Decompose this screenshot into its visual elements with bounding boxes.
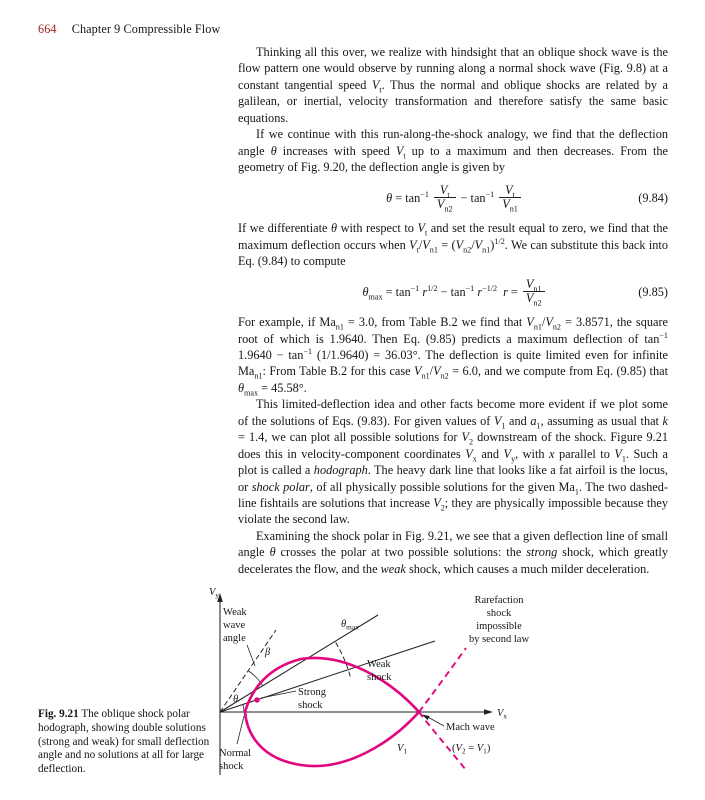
normal-shock-label-line1: Normal (219, 748, 252, 759)
figure-caption-label: Fig. 9.21 (38, 708, 79, 720)
weak-wave-angle-leader (247, 645, 255, 666)
fishtail-dashed-lower (419, 712, 466, 770)
page-header (38, 22, 220, 37)
equation-9-85 (238, 278, 668, 307)
rarefaction-note-line4: by second law (468, 634, 530, 645)
theta-label: θ (233, 694, 239, 705)
vy-axis-label: $V_y$ (209, 587, 220, 600)
equation-number-984: (9.84) (638, 190, 668, 205)
normal-shock-leader (237, 716, 244, 744)
equation-number-985: (9.85) (638, 284, 668, 299)
mach-wave-label: Mach wave (446, 722, 495, 733)
figure-9-21-hodograph (203, 583, 563, 798)
weak-shock-label-line1: Weak (367, 659, 391, 670)
normal-shock-label-line2: shock (219, 761, 244, 772)
eq984-lhs: $\theta = \tan^{-1}$ (386, 189, 429, 205)
fishtail-dashed-upper (419, 648, 466, 712)
paragraph-4: For example, if $Ma_{n1} = 3.0$, from Table B.2 we find that $V_{n1}/V_{n2} = 3.8571$, the square root of which is 1.9640. Then Eq. (9.85) predicts a maximum deflection of $\tan^{-1} 1.9640 - \tan^{-1} (1/1.9640) = 36.03^\circ$. The deflection is quite limited even for infinite $Ma_{n1}$: From Table B.2 for this case $V_{n1}/V_{n2} = 6.0$, and we compute from Eq. (9.85) that $\theta_{max} = 45.58^\circ$. (238, 315, 668, 398)
paragraph-5: This limited-deflection idea and other facts become more evident if we plot some of the solutions of Eqs. (9.83). For given values of $V_1$ and $a_1$, assuming as usual that k = 1.4, we can plot all possible solutions for $V_2$ downstream of the shock. Figure 9.21 does this in velocity-component coordinates $V_x$ and $V_y$, with x parallel to $V_1$. Such a plot is called a hodograph. The heavy dark line that looks like a fat airfoil is the locus, or shock polar, of all physically possible solutions for the given $Ma_1$. The two dashed-line fishtails are solutions that increase $V_2$; they are physically impossible because they violate the second law. (238, 397, 669, 527)
v2-equals-v1-label: $(V_2 = V_1)$ (452, 743, 491, 756)
v1-label: $V_1$ (397, 743, 408, 756)
equation-9-84 (238, 184, 668, 213)
theta-max-label: $\theta_{max}$ (341, 619, 359, 632)
strong-shock-leader (261, 691, 296, 698)
eq985-fraction: $\frac{V_{n1}}{V_{n2}}$ (523, 278, 545, 307)
strong-shock-label-line2: shock (298, 700, 323, 711)
figure-caption (38, 708, 218, 777)
eq985-rdef: r = (503, 284, 518, 299)
paragraph-3: If we differentiate θ with respect to $V_t$ and set the result equal to zero, we find that the maximum deflection occurs when $V_t/V_{n1} = (V_{n2}/V_{n1})^{1/2}$. We can substitute this back into Eq. (9.84) to compute (238, 221, 669, 269)
paragraph-2: If we continue with this run-along-the-shock analogy, we find that the deflection angle θ increases with speed $V_t$ up to a maximum and then decreases. From the geometry of Fig. 9.20, the deflection angle is given by (238, 127, 668, 175)
strong-shock-label-line1: Strong (298, 687, 327, 698)
strong-shock-point (254, 697, 259, 702)
eq984-fraction-2: $\frac{V_t}{V_{n1}}$ (499, 184, 521, 213)
vx-axis-label: $V_x$ (497, 708, 508, 721)
weak-wave-angle-label-line1: Weak (223, 607, 247, 618)
paragraph-1: Thinking all this over, we realize with hindsight that an oblique shock wave is the flow pattern one would observe by running along a normal shock wave (Fig. 9.8) at a constant tangential speed $V_t$. Thus the normal and oblique shocks are related by a galilean, or inertial, velocity transformation and therefore satisfy the same basic equations. (238, 45, 669, 125)
eq984-fraction-1: $\frac{V_t}{V_{n2}}$ (434, 184, 456, 213)
mach-wave-arrow-icon (422, 715, 430, 721)
rarefaction-note-line2: shock (486, 608, 512, 619)
rarefaction-note-line1: Rarefaction (474, 595, 524, 606)
eq985-lhs: $\theta_{max} = \tan^{-1} r^{1/2} - \tan^{-1} r^{-1/2}$ (362, 283, 498, 301)
figure-caption-text: The oblique shock polar hodograph, showing double solutions (strong and weak) for small deflection angle and no solutions at all for large deflection. (38, 708, 210, 776)
weak-wave-angle-label-line3: angle (223, 633, 246, 644)
beta-label: β (265, 647, 271, 658)
vx-axis-arrow-icon (484, 709, 493, 715)
theta-angle-arc (243, 705, 244, 712)
page-number: 664 (38, 22, 57, 36)
paragraph-6: Examining the shock polar in Fig. 9.21, we see that a given deflection line of small angle θ crosses the polar at two possible solutions: the strong shock, which greatly decelerates the flow, and the weak shock, which causes a much milder deceleration. (238, 528, 668, 576)
theta-deflection-line (220, 641, 435, 712)
rarefaction-note-line3: impossible (476, 621, 522, 632)
weak-shock-label-line2: shock (367, 672, 392, 683)
text-column (238, 44, 668, 577)
eq984-mid: − $\tan^{-1}$ (460, 189, 495, 205)
weak-wave-angle-label-line2: wave (223, 620, 246, 631)
chapter-title: Chapter 9 Compressible Flow (71, 22, 221, 36)
